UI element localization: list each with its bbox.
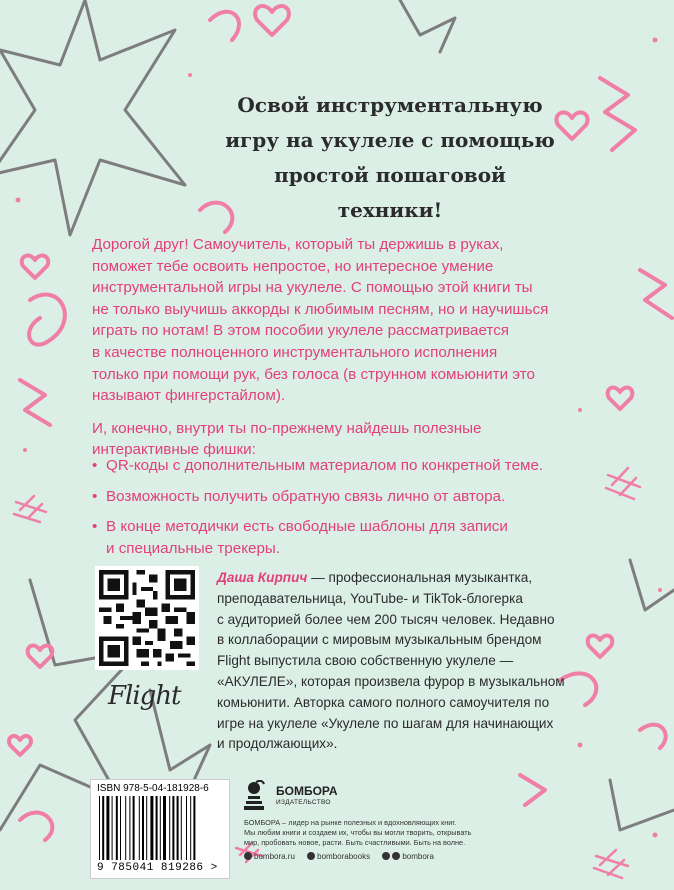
- heart-doodle: [255, 6, 289, 35]
- heart-doodle: [9, 736, 31, 755]
- list-item: • QR-коды с дополнительным материалом по конкретной теме.: [92, 455, 652, 477]
- isbn-barcode: [90, 779, 230, 879]
- isbn-label: ISBN 978-5-04-181928-6: [97, 783, 209, 794]
- list-item: • В конце методички есть свободные шаблоны для записи и специальные трекеры.: [92, 516, 652, 559]
- swirl-doodle: [20, 813, 52, 840]
- publisher-links: [244, 852, 444, 861]
- zigzag-doodle: [640, 270, 672, 318]
- swirl-doodle: [640, 725, 666, 748]
- social-icon: [392, 852, 400, 860]
- website-link[interactable]: bombora.ru: [244, 852, 295, 861]
- telegram-link[interactable]: bombora: [382, 852, 434, 861]
- zigzag-doodle: [600, 78, 635, 150]
- star-doodle: [400, 0, 455, 52]
- swirl-doodle: [29, 295, 65, 345]
- publisher-name: БОМБОРА: [276, 784, 338, 798]
- telegram-icon: [382, 852, 390, 860]
- swirl-doodle: [210, 12, 239, 40]
- zigzag-doodle: [520, 775, 545, 805]
- globe-icon: [244, 852, 252, 860]
- barcode-icon: [97, 796, 223, 860]
- vk-link[interactable]: bomborabooks: [307, 852, 370, 861]
- headline: Освой инструментальную игру на укулеле с помощью простой пошаговой техники!: [225, 93, 555, 222]
- author-name: Даша Кирпич: [217, 570, 308, 585]
- hash-doodle: [594, 850, 628, 878]
- hash-doodle: [14, 496, 46, 522]
- intro-text: Дорогой друг! Самоучитель, который ты держишь в руках, поможет тебе освоить непростое, но интересное умение инструментальной игры на укулеле. С помощью этой книги ты не только выучишь аккорды к любимым песням, но и научишься играть по нотам! В этом пособии укулеле рассматривается в качестве полноценного инструментального исполнения только при помощи рук, без голоса (в струнном комьюнити это называют фингерстайлом). И, конечно, внутри ты по-прежнему найдешь полезные интерактивные фишки:: [92, 236, 549, 459]
- bombora-logo-icon: [244, 780, 274, 812]
- feature-list: [92, 455, 652, 568]
- heart-doodle: [22, 256, 49, 278]
- qr-code-icon[interactable]: [95, 566, 199, 670]
- vk-icon: [307, 852, 315, 860]
- flight-logo: Flight: [108, 681, 181, 711]
- star-doodle: [0, 0, 185, 235]
- isbn-digits: 9 785041 819286 >: [97, 862, 218, 874]
- zigzag-doodle: [20, 380, 50, 425]
- heart-doodle: [28, 646, 53, 667]
- list-item: • Возможность получить обратную связь лично от автора.: [92, 486, 652, 508]
- author-bio: Даша Кирпич — профессиональная музыкантка, преподавательница, YouTube- и TikTok-блогерка с аудиторией более чем 200 тысяч человек. Недавно в коллаборации с мировым музыкальным брендом Flight выпустила свою собственную укулеле — «АКУЛЕЛЕ», которая произвела фурор в музыкальном комьюнити. Авторка самого полного самоучителя по игре на укулеле «Укулеле по шагам для начинающих и продолжающих».: [217, 570, 565, 752]
- publisher-subtitle: ИЗДАТЕЛЬСТВО: [276, 799, 331, 806]
- publisher-slogan: БОМБОРА – лидер на рынке полезных и вдохновляющих книг. Мы любим книги и создаем их, чтобы вы могли творить, открывать мир, пробовать новое, расти. Быть счастливыми. Быть на волне.: [244, 818, 472, 847]
